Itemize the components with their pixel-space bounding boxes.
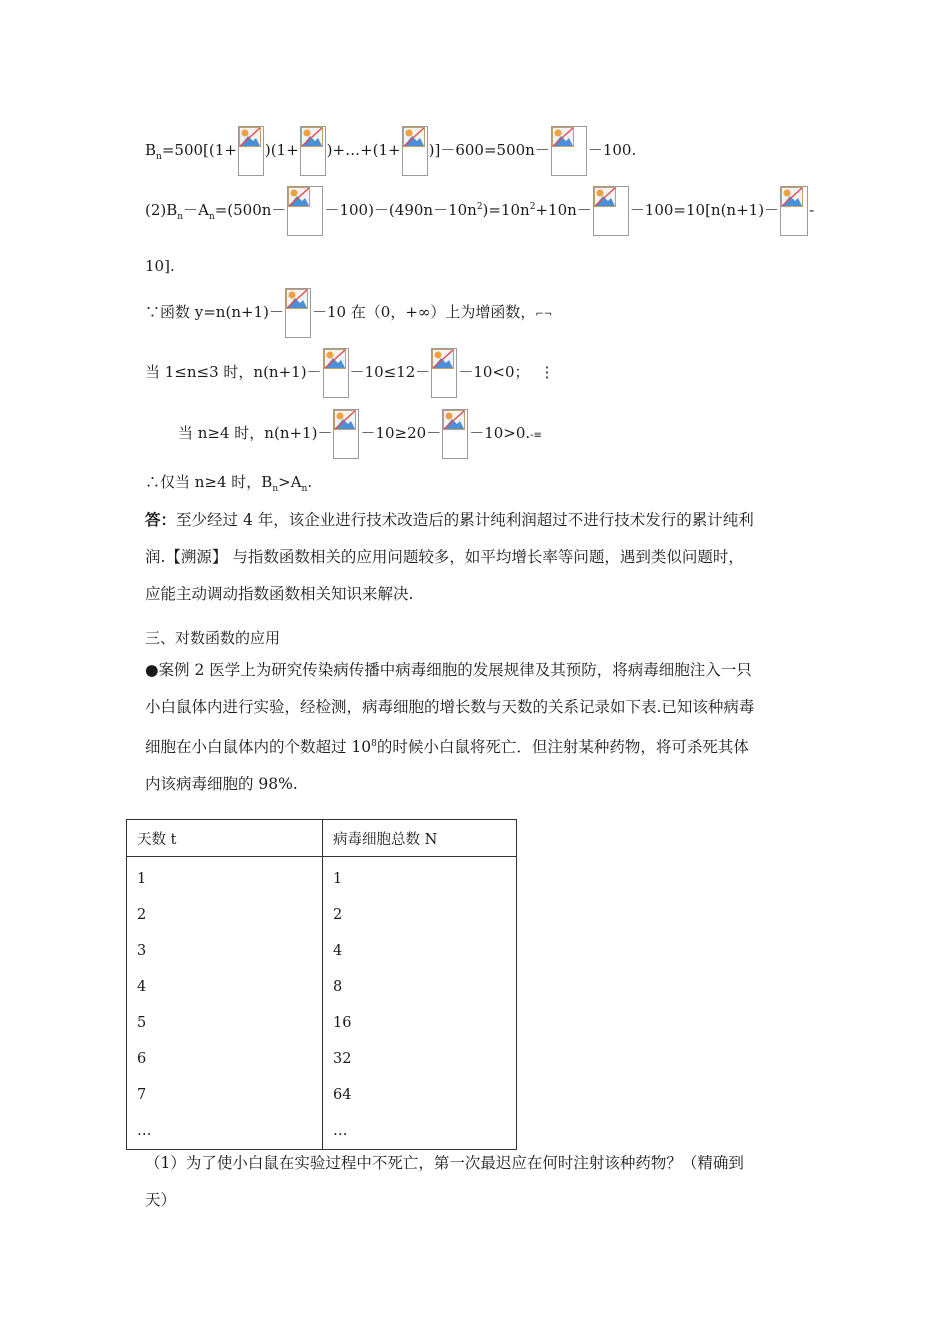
- formula-line-4: 当 1≤n≤3 时，n(n+1)－ －10≤12－ －10<0； ⋮: [145, 348, 555, 398]
- formula-line-5: 当 n≥4 时，n(n+1)－ －10≥20－ －10>0.-≡: [178, 409, 542, 459]
- section-title: 三、对数函数的应用: [145, 629, 281, 647]
- table-column-count: 1 2 4 8 16 32 64 …: [323, 857, 517, 1150]
- question-1: （1）为了使小白鼠在实验过程中不死亡，第一次最迟应在何时注射该种药物？（精确到 天）: [145, 1154, 744, 1209]
- formula-line-2: $(2)B_n-A_n=(500n-$ $-100)-(490n-10n^2)=10n^2+10n-$ －100=10[n(n+1)－ -: [145, 186, 814, 236]
- table-row: [127, 857, 517, 1150]
- image-placeholder-icon: [402, 126, 428, 176]
- table-header-cell: 天数 t: [127, 820, 323, 857]
- image-placeholder-icon: [431, 348, 457, 398]
- formula-line-3: ∵函数 y=n(n+1)－ －10 在（0，+∞）上为增函数，⌐¬: [145, 288, 552, 338]
- image-placeholder-icon: [551, 126, 587, 176]
- virus-data-table: [126, 819, 517, 1150]
- case2-paragraph: ●案例 2 医学上为研究传染病传播中病毒细胞的发展规律及其预防，将病毒细胞注入一只 小白鼠体内进行实验，经检测，病毒细胞的增长数与天数的关系记录如下表.已知该种病毒 细胞在小白鼠体内的个数超过 $10^8$的时候小白鼠将死亡．但注射某种药物，将可杀死其体 内该病毒细胞的 98%.: [145, 661, 755, 794]
- image-placeholder-icon: [593, 186, 629, 236]
- image-placeholder-icon: [333, 409, 359, 459]
- formula-line-1: $B_n=500[(1+$ )(1+ )+…+(1+ )]－600=500n－ －100.: [145, 126, 636, 176]
- answer-paragraph: 答：至少经过 4 年，该企业进行技术改造后的累计纯利润超过不进行技术发行的累计纯利 润.【溯源】 与指数函数相关的应用问题较多，如平均增长率等问题，遇到类似问题时， 应能主动调动指数函数相关知识来解决.: [145, 510, 754, 603]
- image-placeholder-icon: [780, 186, 808, 236]
- table-header-cell: 病毒细胞总数 N: [323, 820, 517, 857]
- image-placeholder-icon: [287, 186, 323, 236]
- image-placeholder-icon: [238, 126, 264, 176]
- table-header-row: [127, 820, 517, 857]
- table-column-days: 1 2 3 4 5 6 7 …: [127, 857, 323, 1150]
- image-placeholder-icon: [442, 409, 468, 459]
- formula-line-6: ∴仅当 n≥4 时，$B_n>A_n$.: [145, 473, 313, 494]
- image-placeholder-icon: [285, 288, 311, 338]
- image-placeholder-icon: [323, 348, 349, 398]
- image-placeholder-icon: [300, 126, 326, 176]
- formula-line-2-continued: 10].: [145, 257, 175, 275]
